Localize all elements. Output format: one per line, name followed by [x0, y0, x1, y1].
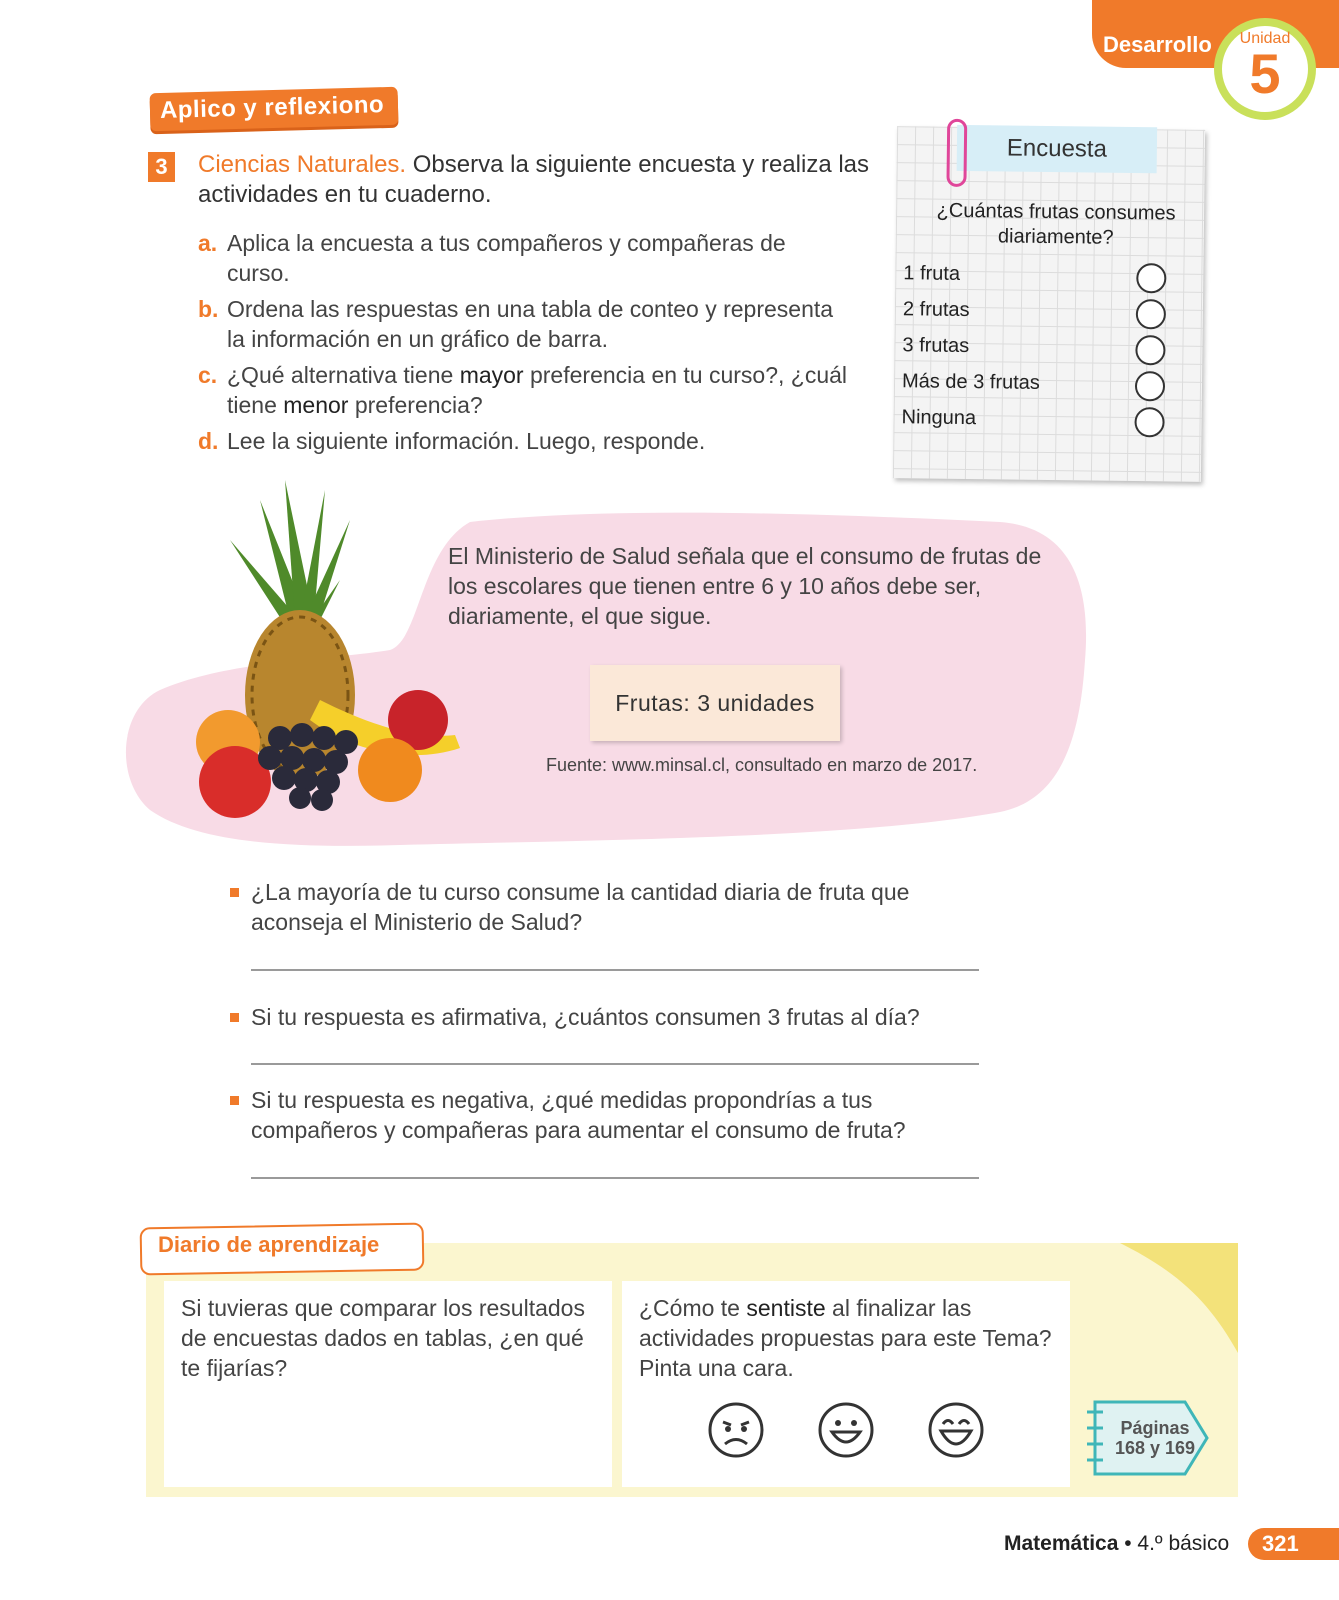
section-banner: Aplico y reflexiono: [150, 87, 399, 131]
reflection-text-pre: ¿Cómo te: [639, 1295, 747, 1321]
survey-option-label: 1 fruta: [903, 262, 961, 285]
reflection-question-left: Si tuvieras que comparar los resultados de encuestas dados en tablas, ¿en qué te fijarías?: [181, 1295, 585, 1381]
activity-letter: b.: [198, 296, 219, 322]
answer-line[interactable]: [251, 1063, 979, 1065]
happy-face-icon[interactable]: [818, 1402, 874, 1458]
footer-subject: [1004, 1532, 1229, 1556]
pages-line-1: Páginas: [1120, 1418, 1190, 1438]
activity-letter: c.: [198, 362, 218, 388]
info-paragraph: El Ministerio de Salud señala que el consumo de frutas de los escolares que tienen entre 6 y 10 años debe ser, diariamente, el que sigue.: [448, 543, 1042, 629]
pages-reference[interactable]: [1100, 1418, 1210, 1458]
question-subject: Ciencias Naturales.: [198, 151, 407, 178]
bullet-square-icon: [230, 888, 239, 897]
section-label: Desarrollo: [1103, 32, 1212, 57]
answer-line[interactable]: [251, 1177, 979, 1179]
survey-question: ¿Cuántas frutas consumes diariamente?: [936, 199, 1176, 249]
bullet-question-2: [230, 1002, 990, 1032]
footer-separator: •: [1118, 1532, 1138, 1555]
reflection-text-post: al finalizar las actividades propuestas para este Tema? Pinta una cara.: [639, 1295, 1052, 1381]
activity-emphasis: mayor: [459, 362, 524, 388]
survey-option-label: Ninguna: [901, 406, 977, 430]
pages-line-2: 168 y 169: [1114, 1438, 1196, 1458]
activity-text-post: preferencia?: [348, 392, 483, 418]
fruit-illustration: [190, 480, 480, 825]
activity-letter: d.: [198, 428, 219, 454]
orange-icon: [358, 738, 422, 802]
activity-letter: a.: [198, 230, 218, 256]
footer-subject-name: Matemática: [1004, 1532, 1119, 1555]
bullet-square-icon: [230, 1096, 239, 1105]
activity-emphasis: menor: [283, 392, 349, 418]
pineapple-leaves-icon: [230, 480, 350, 630]
survey-option-label: Más de 3 frutas: [901, 370, 1041, 394]
page-number: 321: [1248, 1528, 1339, 1560]
activity-text-pre: ¿Qué alternativa tiene: [227, 362, 460, 388]
activity-text: Ordena las respuestas en una tabla de conteo y representa la información en un gráfico de barra.: [227, 296, 834, 352]
recommendation-box: Frutas: 3 unidades: [590, 665, 840, 741]
page-curl-icon: [1120, 1243, 1238, 1353]
unit-number: 5: [1249, 42, 1281, 105]
bullet-text: ¿La mayoría de tu curso consume la cantidad diaria de fruta que aconseja el Ministerio de Salud?: [251, 879, 910, 935]
answer-line[interactable]: [251, 969, 979, 971]
unit-word: Unidad: [1239, 30, 1291, 47]
survey-option-label: 3 frutas: [902, 334, 970, 358]
bullet-text: Si tu respuesta es afirmativa, ¿cuántos consumen 3 frutas al día?: [251, 1004, 920, 1030]
bullet-question-1: [230, 877, 990, 937]
very-happy-face-icon[interactable]: [928, 1402, 984, 1458]
survey-title: Encuesta: [957, 125, 1158, 173]
diario-title: Diario de aprendizaje: [158, 1232, 380, 1257]
reflection-question-right: [639, 1293, 1059, 1383]
activity-text: Lee la siguiente información. Luego, responde.: [227, 428, 706, 454]
reflection-emphasis: sentiste: [746, 1295, 826, 1321]
activity-text-mid: preferencia en tu curso?, ¿cuál tiene: [227, 362, 848, 418]
bullet-question-3: [230, 1085, 990, 1145]
grapes-icon: [258, 723, 358, 811]
sad-face-icon[interactable]: [708, 1402, 764, 1458]
source-note: Fuente: www.minsal.cl, consultado en marzo de 2017.: [546, 755, 978, 775]
bullet-text: Si tu respuesta es negativa, ¿qué medidas propondrías a tus compañeros y compañeras para aumentar el consumo de fruta?: [251, 1087, 906, 1143]
question-text: Observa la siguiente encuesta y realiza las actividades en tu cuaderno.: [198, 151, 870, 208]
survey-option-label: 2 frutas: [902, 298, 970, 322]
bullet-square-icon: [230, 1013, 239, 1022]
footer-grade: 4.º básico: [1137, 1532, 1230, 1555]
question-number: 3: [148, 152, 175, 182]
activity-text: Aplica la encuesta a tus compañeros y compañeras de curso.: [227, 230, 786, 286]
